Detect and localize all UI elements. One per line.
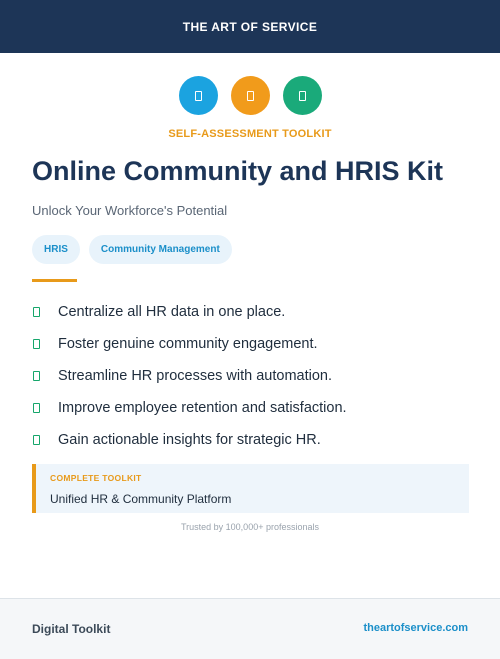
feature-text: Centralize all HR data in one place. xyxy=(58,304,286,320)
trust-note: Trusted by 100,000+ professionals xyxy=(180,522,319,532)
list-item xyxy=(32,296,347,328)
feature-text: Streamline HR processes with automation. xyxy=(58,368,333,384)
header-bar xyxy=(0,0,500,53)
section-divider xyxy=(32,279,77,282)
footer xyxy=(0,598,500,659)
page-title: Online Community and HRIS Kit xyxy=(32,156,444,186)
feature-text: Foster genuine community engagement. xyxy=(58,336,318,352)
eyebrow-label: SELF-ASSESSMENT TOOLKIT xyxy=(168,128,332,140)
page-subtitle: Unlock Your Workforce's Potential xyxy=(32,203,228,218)
list-item xyxy=(32,360,347,392)
list-item xyxy=(32,424,347,456)
tag-list xyxy=(32,235,232,264)
tag-community-management: Community Management xyxy=(89,235,232,264)
list-item xyxy=(32,392,347,424)
brand-name: THE ART OF SERVICE xyxy=(182,19,318,34)
footer-link[interactable]: theartofservice.com xyxy=(363,622,468,634)
feature-text: Gain actionable insights for strategic HR. xyxy=(58,432,321,448)
callout-text: Unified HR & Community Platform xyxy=(50,492,232,506)
list-item xyxy=(32,328,347,360)
document-icon xyxy=(283,76,322,115)
document-icon xyxy=(231,76,270,115)
feature-list xyxy=(32,296,347,456)
check-icon xyxy=(33,371,40,381)
check-icon xyxy=(33,403,40,413)
footer-label: Digital Toolkit xyxy=(32,622,111,636)
document-icon xyxy=(179,76,218,115)
callout-box xyxy=(32,464,469,513)
check-icon xyxy=(33,435,40,445)
callout-label: COMPLETE TOOLKIT xyxy=(50,473,142,483)
check-icon xyxy=(33,307,40,317)
feature-text: Improve employee retention and satisfaction. xyxy=(58,400,347,416)
icon-row xyxy=(0,76,500,115)
check-icon xyxy=(33,339,40,349)
tag-hris: HRIS xyxy=(32,235,80,264)
